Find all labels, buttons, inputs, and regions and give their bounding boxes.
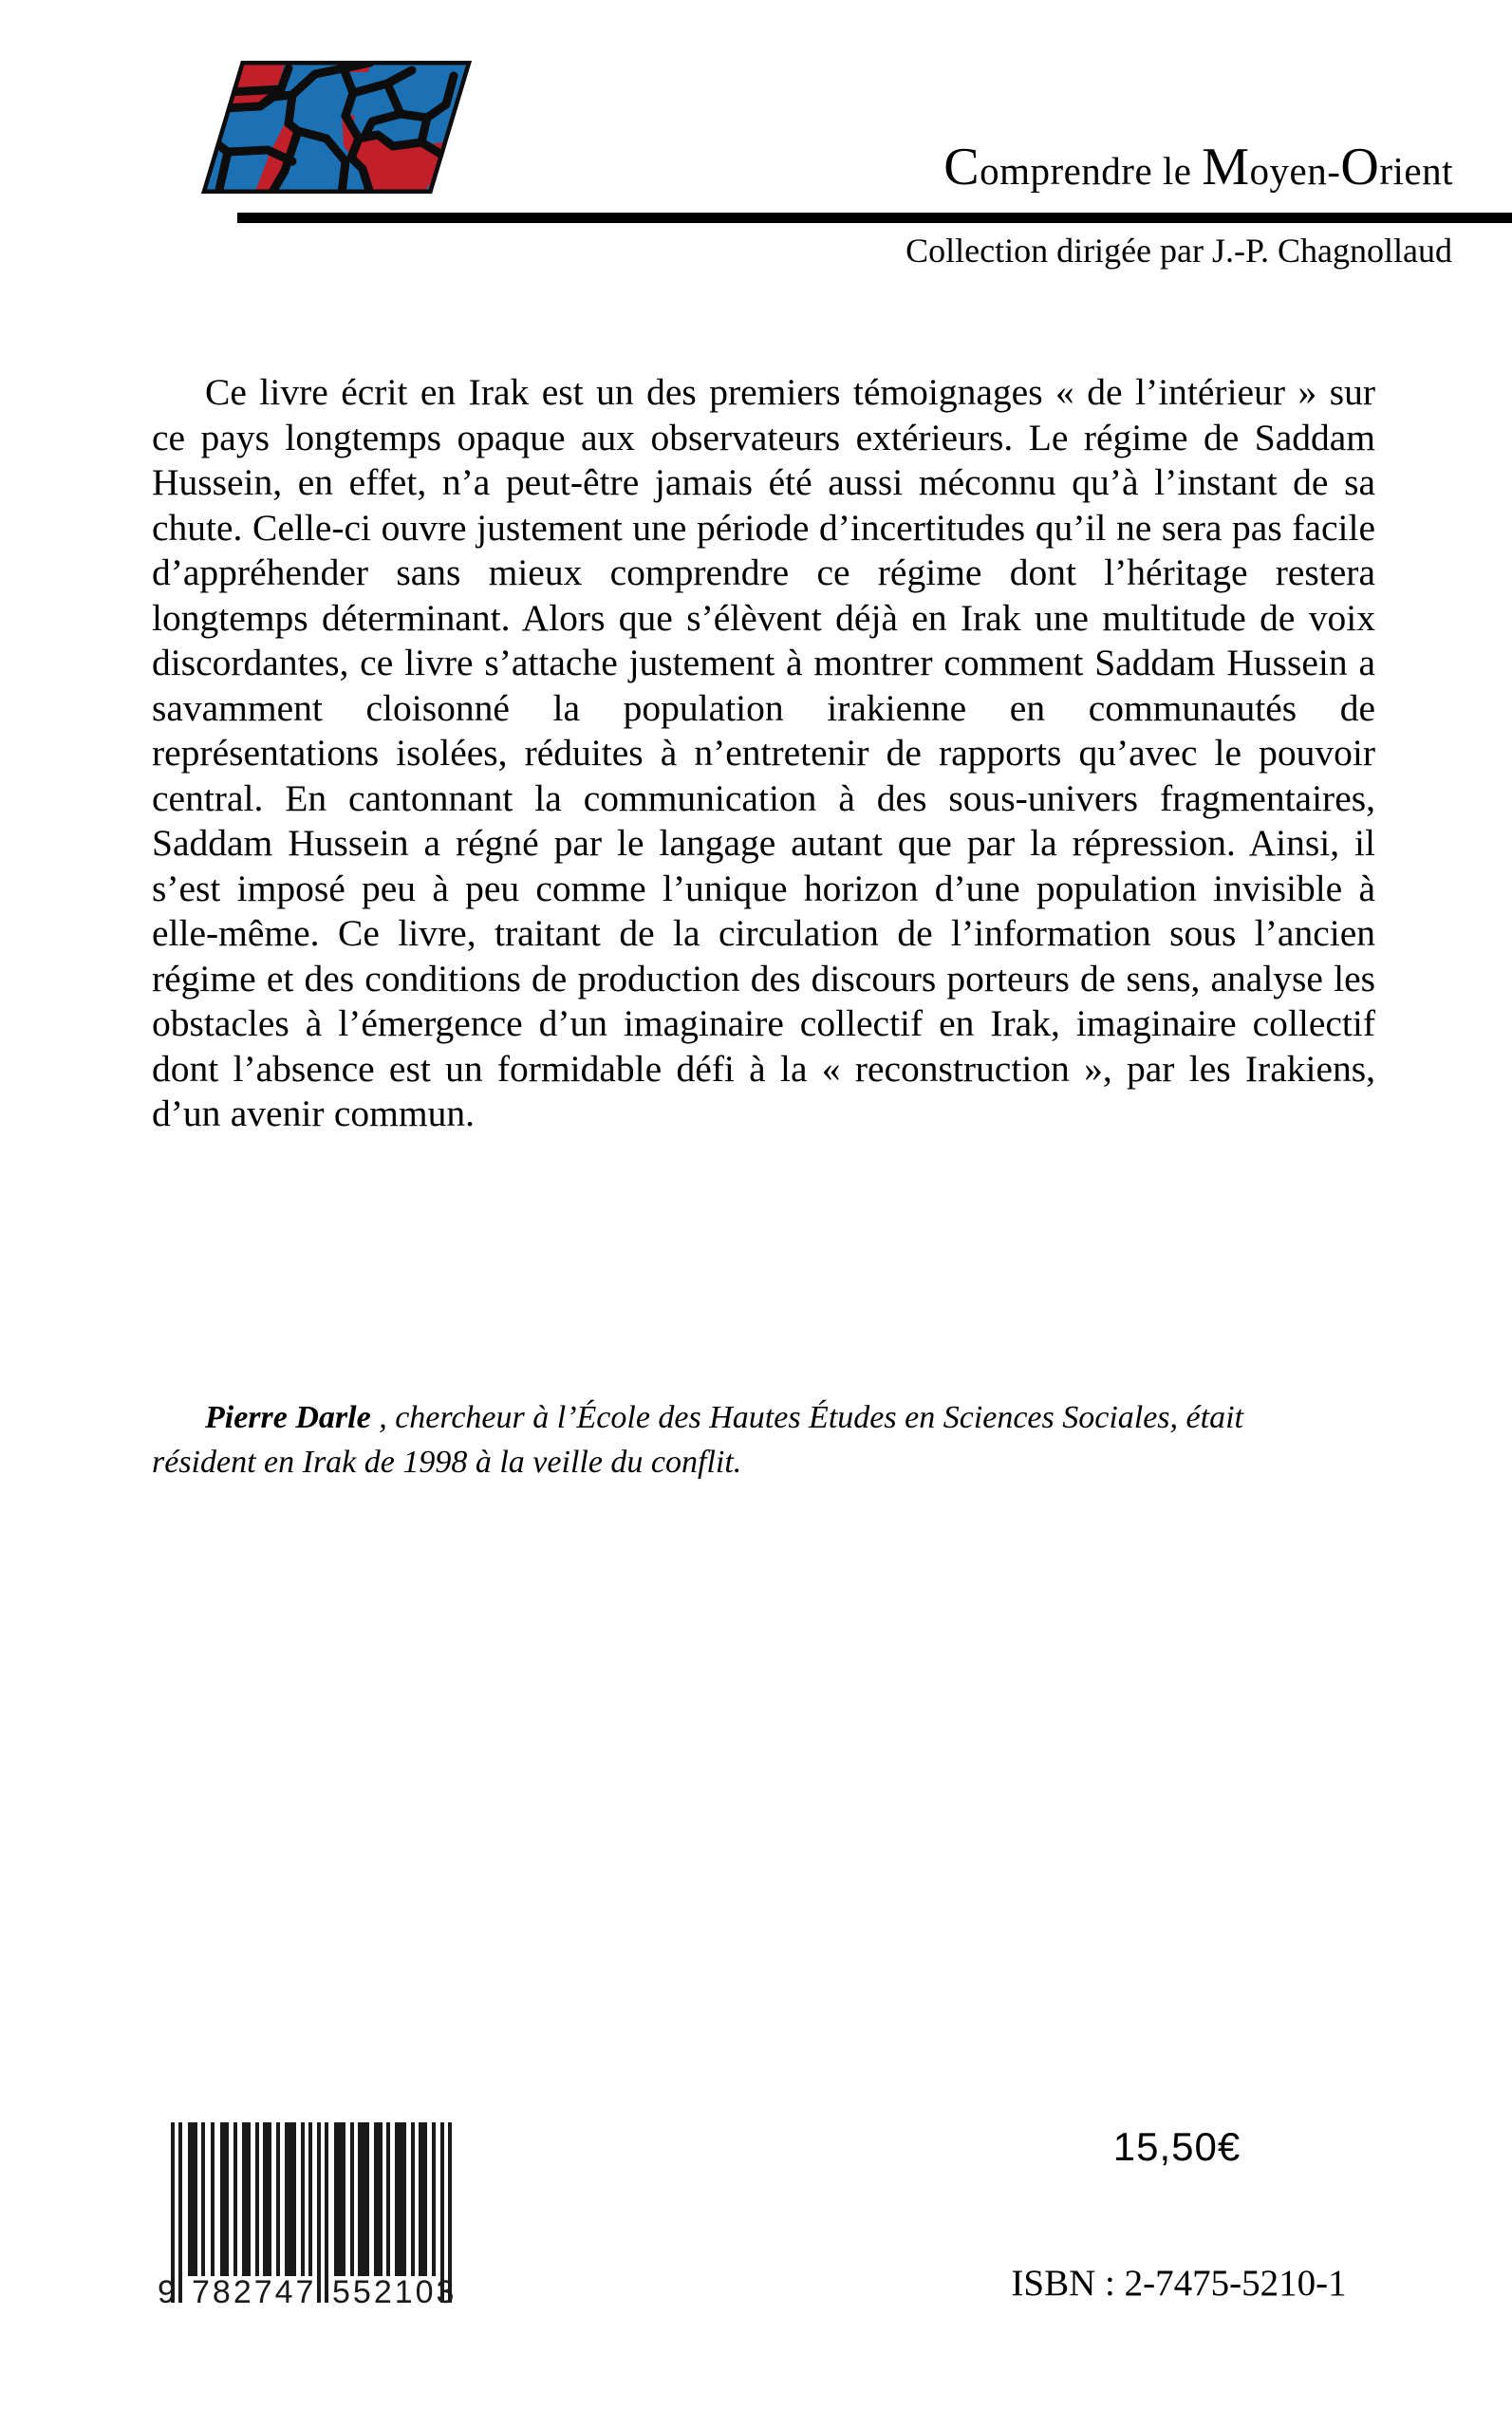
collection-title-cap-o: O [1340, 138, 1380, 196]
svg-text:552103: 552103 [332, 2274, 457, 2310]
collection-logo [201, 55, 472, 199]
collection-title-seg-2: oyen- [1249, 149, 1341, 193]
page-header [0, 0, 1512, 285]
price-label: 15,50€ [1112, 2124, 1241, 2169]
ean13-barcode-icon [150, 2117, 473, 2325]
back-cover-blurb: Ce livre écrit en Irak est un des premiers témoignages « de l’intérieur » sur ce pays longtemps opaque aux observateurs extérieurs. Le régime de Saddam Hussein, en effet, n’a peut-être jamais été aussi méconnu qu’à l’instant de sa chute. Celle-ci ouvre justement une période d’incertitudes qu’il ne sera pas facile d’appréhender sans mieux comprendre ce régime dont l’héritage restera longtemps déterminant. Alors que s’élèvent déjà en Irak une multitude de voix discordantes, ce livre s’attache justement à montrer comment Saddam Hussein a savamment cloisonné la population irakienne en communautés de représentations isolées, réduites à n’entretenir de rapports qu’avec le pouvoir central. En cantonnant la communication à des sous-univers fragmentaires, Saddam Hussein a régné par le langage autant que par la répression. Ainsi, il s’est imposé peu à peu comme l’unique horizon d’une population invisible à elle-même. Ce livre, traitant de la circulation de l’information sous l’ancien régime et des conditions de production des discours porteurs de sens, analyse les obstacles à l’émergence d’un imaginaire collectif en Irak, imaginaire collectif dont l’absence est un formidable défi à la « reconstruction », par les Irakiens, d’un avenir commun. [152, 371, 1375, 1134]
collection-title-seg-1: omprendre le [980, 149, 1203, 193]
author-name: Pierre Darle [205, 1400, 371, 1435]
collection-title [943, 138, 1453, 196]
collection-title-cap-c: C [943, 138, 980, 196]
author-description: , chercheur à l’École des Hautes Études en Sciences Sociales, était résident en Irak de 1998 à la veille du conflit. [152, 1400, 1243, 1480]
svg-text:782747: 782747 [192, 2274, 317, 2310]
author-bio [152, 1395, 1338, 1485]
collection-title-seg-3: rient [1379, 149, 1453, 193]
svg-text:9: 9 [158, 2274, 176, 2310]
isbn-label: ISBN : 2-7475-5210-1 [1011, 2263, 1347, 2304]
barcode [150, 2117, 473, 2325]
collection-subtitle: Collection dirigée par J.-P. Chagnollaud [905, 232, 1452, 270]
collection-title-cap-m: M [1202, 138, 1250, 196]
header-divider-rule [237, 213, 1512, 223]
middle-east-map-logo-icon [201, 55, 472, 199]
